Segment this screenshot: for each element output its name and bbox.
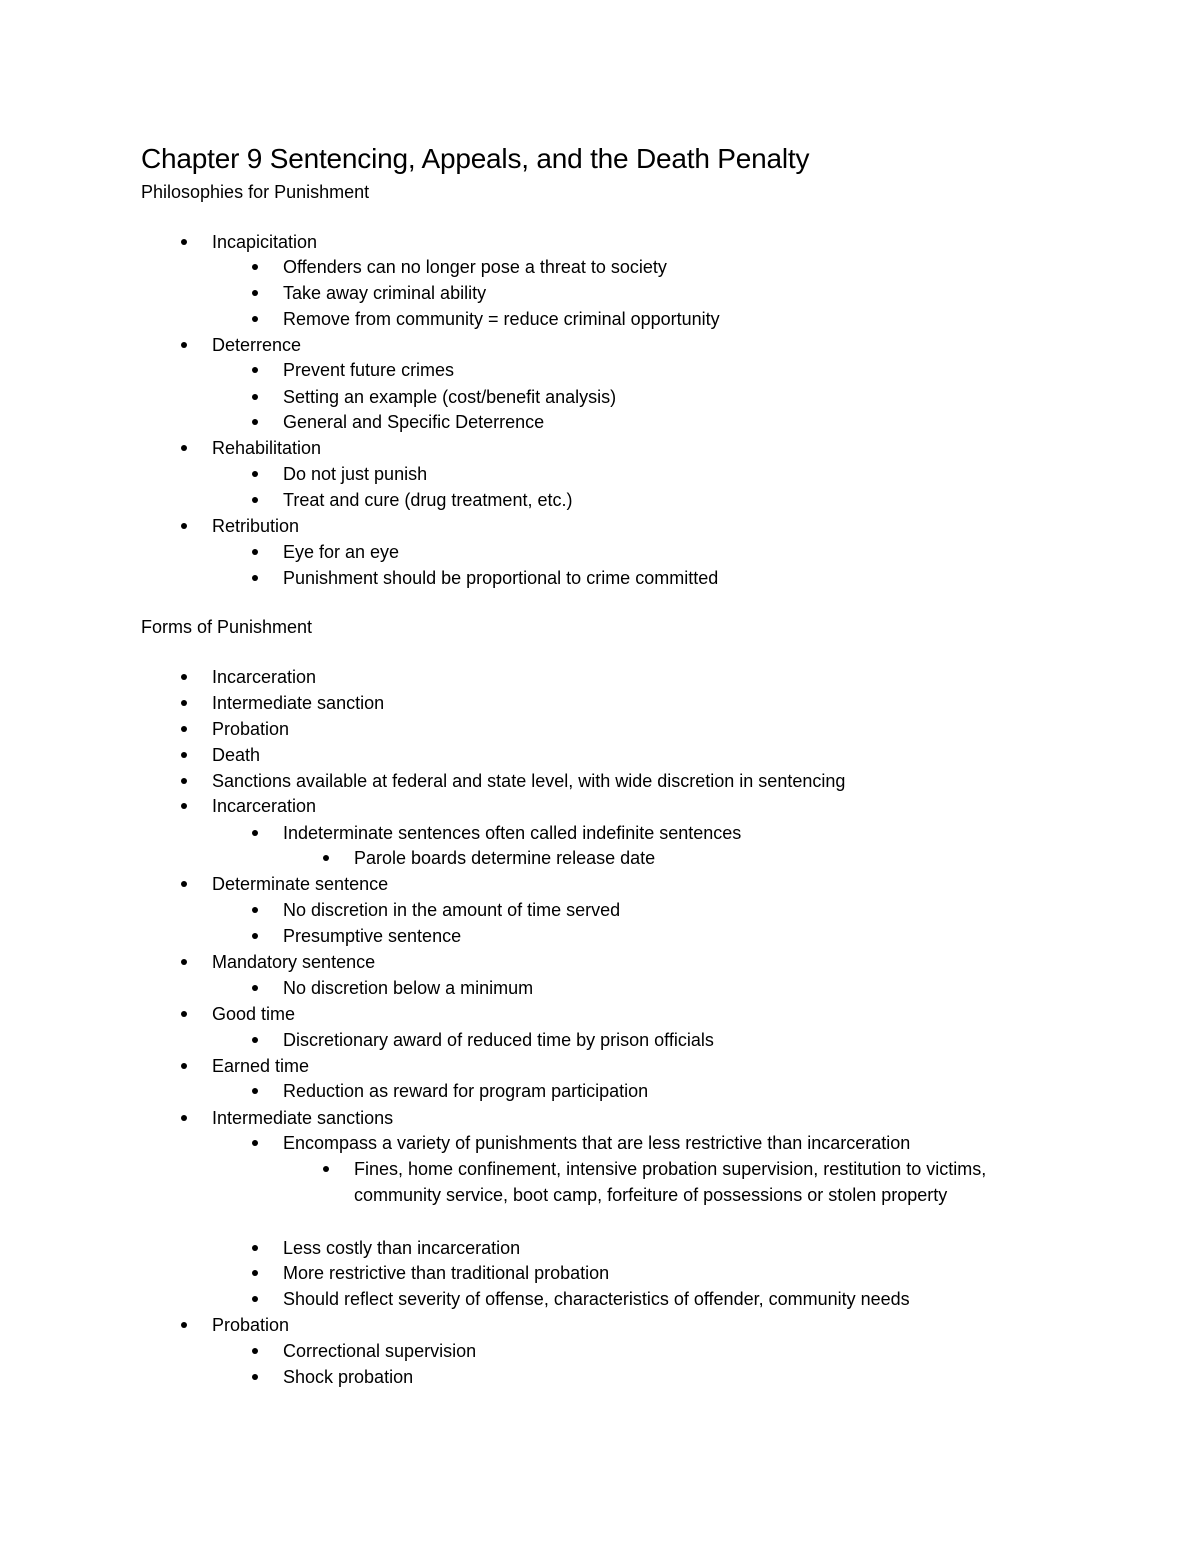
- list-item: Fines, home confinement, intensive probation supervision, restitution to victims, community service, boot camp, forfeiture of possessions or stolen property: [354, 1156, 1074, 1208]
- page-title: Chapter 9 Sentencing, Appeals, and the Death Penalty: [141, 143, 810, 174]
- list-item: Rehabilitation: [212, 435, 321, 461]
- list-item: Less costly than incarceration: [283, 1235, 520, 1261]
- list-item: Incarceration: [212, 664, 316, 690]
- list-item: No discretion in the amount of time served: [283, 897, 620, 923]
- list-item: Do not just punish: [283, 461, 427, 487]
- list-item: Eye for an eye: [283, 539, 399, 565]
- list-item: Shock probation: [283, 1364, 413, 1390]
- list-item: Treat and cure (drug treatment, etc.): [283, 487, 572, 513]
- list-item: General and Specific Deterrence: [283, 409, 544, 435]
- list-item: Mandatory sentence: [212, 949, 375, 975]
- list-item: Probation: [212, 1312, 289, 1338]
- list-item: Remove from community = reduce criminal opportunity: [283, 306, 720, 332]
- list-item: Should reflect severity of offense, characteristics of offender, community needs: [283, 1286, 910, 1312]
- list-item: Punishment should be proportional to crime committed: [283, 565, 718, 591]
- list-item: Discretionary award of reduced time by prison officials: [283, 1027, 714, 1053]
- list-item: Death: [212, 742, 260, 768]
- list-item: Indeterminate sentences often called indefinite sentences: [283, 820, 741, 846]
- list-item: Correctional supervision: [283, 1338, 476, 1364]
- section-heading: Forms of Punishment: [141, 617, 313, 637]
- list-item: Good time: [212, 1001, 295, 1027]
- list-item: Incapicitation: [212, 229, 317, 255]
- list-item: Retribution: [212, 513, 299, 539]
- list-item: Setting an example (cost/benefit analysis): [283, 384, 616, 410]
- list-item: Probation: [212, 716, 289, 742]
- list-item: Deterrence: [212, 332, 301, 358]
- list-item: Intermediate sanction: [212, 690, 384, 716]
- list-item: Prevent future crimes: [283, 357, 454, 383]
- list-item: Parole boards determine release date: [354, 845, 655, 871]
- list-item: No discretion below a minimum: [283, 975, 533, 1001]
- list-item: More restrictive than traditional probation: [283, 1260, 609, 1286]
- list-item: Earned time: [212, 1053, 309, 1079]
- list-item: Take away criminal ability: [283, 280, 486, 306]
- list-item: Encompass a variety of punishments that are less restrictive than incarceration: [283, 1130, 910, 1156]
- list-item: Sanctions available at federal and state level, with wide discretion in sentencing: [212, 768, 845, 794]
- list-item: Determinate sentence: [212, 871, 388, 897]
- list-item: Reduction as reward for program participation: [283, 1078, 648, 1104]
- section-heading: Philosophies for Punishment: [141, 182, 370, 202]
- list-item: Offenders can no longer pose a threat to society: [283, 254, 667, 280]
- list-item: Presumptive sentence: [283, 923, 461, 949]
- list-item: Intermediate sanctions: [212, 1105, 393, 1131]
- list-item: Incarceration: [212, 793, 316, 819]
